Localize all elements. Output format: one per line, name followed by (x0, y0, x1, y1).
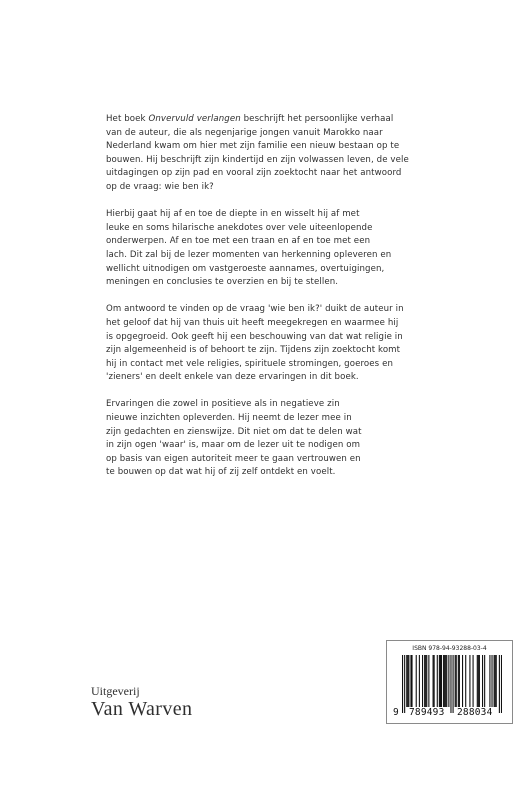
barcode-bar (410, 655, 411, 707)
blurb-line: Nederland kwam om hier met zijn familie een nieuw bestaan op te (106, 141, 400, 152)
barcode-bar (450, 655, 451, 713)
barcode-bar (441, 655, 442, 707)
blurb-line: in zijn ogen 'waar' is, maar om de lezer uit te nodigen om (106, 440, 361, 451)
barcode-bar (489, 655, 490, 707)
blurb-line: Ervaringen die zowel in positieve als in negatieve zin (106, 399, 340, 410)
blurb-line: Om antwoord te vinden op de vraag 'wie ben ik?' duikt de auteur in (106, 304, 404, 315)
barcode-bar (406, 655, 407, 707)
blurb-line: bouwen. Hij beschrijft zijn kindertijd en zijn volwassen leven, de vele (106, 154, 409, 165)
publisher-line-1: Uitgeverij (91, 684, 140, 698)
barcode-bar (499, 655, 500, 713)
barcode-bar (444, 655, 445, 707)
blurb-line: is opgegroeid. Ook geeft hij een beschouwing van dat wat religie in (106, 331, 403, 342)
blurb-line: het geloof dat hij van thuis uit heeft meegekregen en waarmee hij (106, 317, 399, 328)
ean-first-digit: 9 (393, 707, 399, 718)
isbn-label: ISBN 978-94-93288-03-4 (412, 645, 487, 652)
barcode-bar (439, 655, 440, 707)
blurb-paragraph (106, 208, 426, 290)
barcode-bar (456, 655, 457, 707)
barcode-bar (469, 655, 470, 707)
barcode-bar (459, 655, 460, 707)
barcode-bar (495, 655, 496, 707)
barcode-bar (433, 655, 434, 707)
blurb-line: hij in contact met vele religies, spirituele stromingen, goeroes en (106, 358, 394, 369)
barcode-bar (407, 655, 408, 707)
blurb-paragraph (106, 398, 426, 480)
barcode-bar (440, 655, 441, 707)
blurb-line: lach. Dit zal bij de lezer momenten van herkenning opleveren en (106, 249, 392, 260)
blurb-line: 'zieners' en deelt enkele van deze ervaringen in dit boek. (106, 372, 359, 383)
barcode-bar (404, 655, 405, 713)
barcode-bar (473, 655, 474, 707)
ean-left-digits: 789493 (409, 707, 445, 718)
publisher-name: Van Warven (91, 698, 193, 720)
blurb-line: meningen en conclusies te overzien en bij te stellen. (106, 277, 339, 288)
blurb-line: te bouwen op dat wat hij of zij zelf ontdekt en voelt. (106, 467, 336, 478)
barcode-bar (484, 655, 485, 707)
barcode (402, 655, 502, 713)
blurb-line: zijn algemeenheid is of behoort te zijn. Tijdens zijn zoektocht komt (106, 345, 401, 356)
blurb-paragraph (106, 303, 426, 385)
barcode-bar (424, 655, 425, 707)
barcode-bar (478, 655, 479, 707)
barcode-bar (402, 655, 403, 713)
blurb-line-suffix: beschrijft het persoonlijke verhaal (240, 114, 394, 124)
barcode-bar (458, 655, 459, 707)
blurb-line: zijn gedachten en zienswijze. Dit niet om dat te delen wat (106, 426, 362, 437)
blurb-line (106, 113, 426, 127)
barcode-bar (482, 655, 483, 707)
isbn-barcode-box (386, 640, 513, 724)
blurb-line: leuke en soms hilarische anekdotes over vele uiteenlopende (106, 222, 373, 233)
blurb-line: wellicht uitnodigen om vastgeroeste aannames, overtuigingen, (106, 263, 385, 274)
blurb-line: op basis van eigen autoriteit meer te gaan vertrouwen en (106, 453, 361, 464)
barcode-bar (465, 655, 466, 707)
barcode-bar (455, 655, 456, 707)
blurb-line: van de auteur, die als negenjarige jongen vanuit Marokko naar (106, 127, 383, 138)
blurb-text (106, 113, 426, 494)
blurb-line: Hierbij gaat hij af en toe de diepte in en wisselt hij af met (106, 209, 360, 220)
barcode-bar (501, 655, 502, 713)
barcode-bar (448, 655, 449, 707)
barcode-bar (443, 655, 444, 707)
barcode-bar (453, 655, 454, 713)
blurb-line: uitdagingen op zijn pad en vooral zijn zoektocht naar het antwoord (106, 168, 402, 179)
publisher-logo (91, 684, 192, 720)
blurb-line: op de vraag: wie ben ik? (106, 181, 214, 192)
ean-right-digits: 288034 (457, 707, 493, 718)
barcode-bar (446, 655, 447, 707)
blurb-line: nieuwe inzichten opleverden. Hij neemt de lezer mee in (106, 413, 352, 424)
barcode-bar (434, 655, 435, 707)
barcode-bar (479, 655, 480, 707)
barcode-bar (411, 655, 412, 707)
barcode-bar (496, 655, 497, 707)
barcode-bar (437, 655, 438, 707)
barcode-bar (428, 655, 429, 707)
blurb-paragraph (106, 113, 426, 195)
barcode-bar (408, 655, 409, 707)
barcode-bar (425, 655, 426, 707)
barcode-bar (491, 655, 492, 707)
barcode-bar (416, 655, 417, 707)
barcode-bar (426, 655, 427, 707)
book-title-italic: Onvervuld verlangen (148, 114, 241, 124)
blurb-line: onderwerpen. Af en toe met een traan en af en toe met een (106, 236, 371, 247)
barcode-bar (419, 655, 420, 707)
blurb-line-prefix: Het boek (106, 114, 149, 124)
barcode-bar (462, 655, 463, 707)
barcode-bar (494, 655, 495, 707)
barcode-bar (422, 655, 423, 707)
barcode-bar (477, 655, 478, 707)
barcode-bar (445, 655, 446, 707)
